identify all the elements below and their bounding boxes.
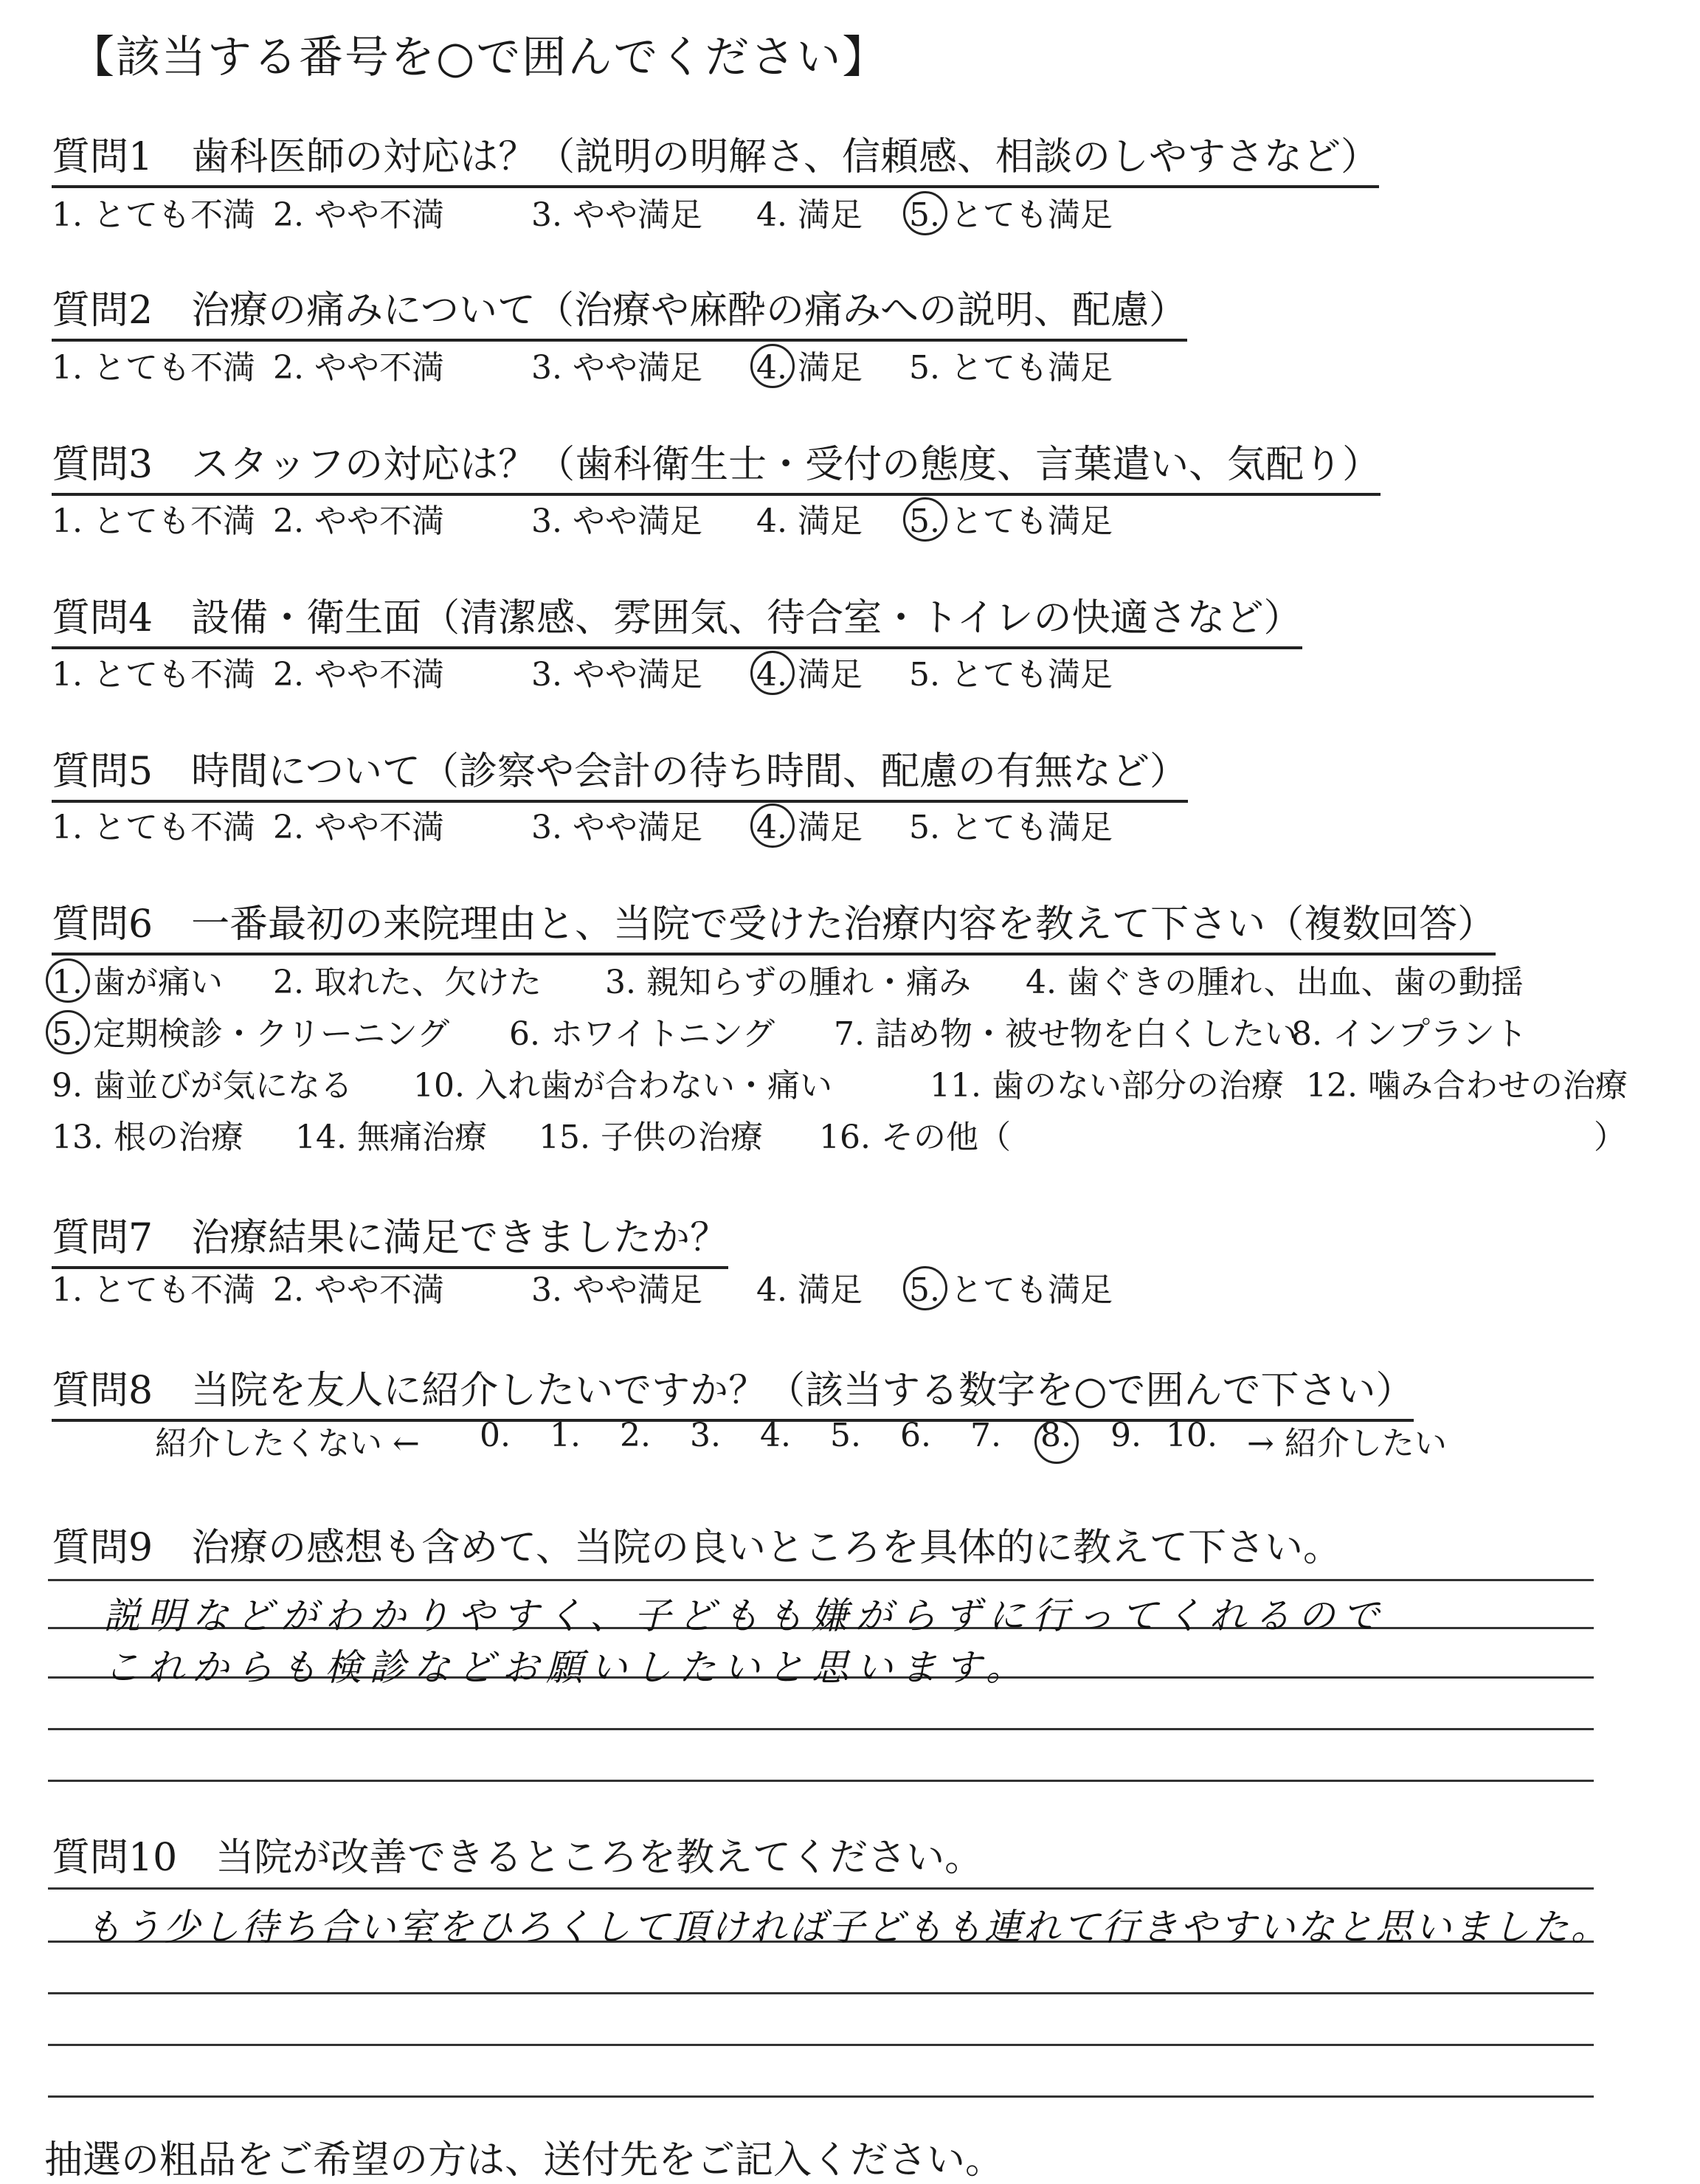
q4-option-1[interactable]: 1. とても不満 [52,656,255,694]
q8-score-3[interactable]: 3. [690,1417,721,1454]
q4-option-2[interactable]: 2. やや不満 [273,656,444,694]
q9-answer-text[interactable]: これからも検診などお願いしたいと思います。 [103,1646,1030,1689]
q5-option-2[interactable]: 2. やや不満 [273,809,444,846]
q3-option-5[interactable]: 5. とても満足 [909,494,1113,542]
q2-title: 質問2 治療の痛みについて（治療や麻酔の痛みへの説明、配慮） [52,279,1187,342]
q6-title: 質問6 一番最初の来院理由と、当院で受けた治療内容を教えて下さい（複数回答） [52,893,1496,956]
q8-score-5[interactable]: 5. [830,1417,861,1454]
q1-option-3[interactable]: 3. やや満足 [531,196,702,234]
q3-option-1[interactable]: 1. とても不満 [52,502,255,540]
q6-option-9[interactable]: 9. 歯並びが気になる [52,1067,353,1105]
q3-title: 質問3 スタッフの対応は？（歯科衛生士・受付の態度、言葉遣い、気配り） [52,433,1381,496]
q10-answer-line [48,1887,1594,1890]
q5-option-5[interactable]: 5. とても満足 [909,809,1113,846]
footer-note: 抽選の粗品をご希望の方は、送付先をご記入ください。 [44,2138,1004,2183]
form-heading: 【該当する番号を○で囲んでください】 [70,32,888,83]
q1-option-5[interactable]: 5. とても満足 [909,188,1113,235]
q2-option-2[interactable]: 2. やや不満 [273,349,444,387]
q3-option-3[interactable]: 3. やや満足 [531,502,702,540]
q10-title: 質問10 当院が改善できるところを教えてください。 [52,1836,984,1880]
q6-option-5[interactable]: 5. 定期検診・クリーニング [52,1007,449,1054]
q9-answer-text[interactable]: 説明などがわかりやすく、子どもも嫌がらずに行ってくれるので [103,1594,1386,1637]
q9-answer-line [48,1579,1594,1581]
q6-option-11[interactable]: 11. 歯のない部分の治療 [930,1067,1284,1105]
q6-other-close-paren: ） [1594,1119,1626,1156]
q8-score-7[interactable]: 7. [970,1417,1001,1454]
q1-title: 質問1 歯科医師の対応は？（説明の明解さ、信頼感、相談のしやすさなど） [52,125,1379,188]
q6-option-4[interactable]: 4. 歯ぐきの腫れ、出血、歯の動揺 [1026,964,1524,1001]
q8-scale [155,1417,1483,1461]
q1-option-2[interactable]: 2. やや不満 [273,196,444,234]
q7-option-5[interactable]: 5. とても満足 [909,1263,1113,1310]
q7-option-2[interactable]: 2. やや不満 [273,1271,444,1309]
q6-option-7[interactable]: 7. 詰め物・被せ物を白くしたい [834,1015,1297,1053]
q7-title: 質問7 治療結果に満足できましたか？ [52,1206,728,1269]
q3-option-2[interactable]: 2. やや不満 [273,502,444,540]
q3-option-4[interactable]: 4. 満足 [756,502,863,540]
q6-option-13[interactable]: 13. 根の治療 [52,1119,243,1156]
q7-option-3[interactable]: 3. やや満足 [531,1271,702,1309]
q5-title: 質問5 時間について（診察や会計の待ち時間、配慮の有無など） [52,740,1188,803]
q6-option-3[interactable]: 3. 親知らずの腫れ・痛み [605,964,971,1001]
q4-option-3[interactable]: 3. やや満足 [531,656,702,694]
q6-option-12[interactable]: 12. 噛み合わせの治療 [1306,1067,1628,1105]
q9-answer-line [48,1728,1594,1730]
q6-row-2 [52,1007,1645,1051]
q10-answer-text[interactable]: もう少し待ち合い室をひろくして頂ければ子どもも連れて行きやすいなと思いました。 [85,1906,1610,1949]
q6-row-4 [52,1110,1645,1155]
q1-option-1[interactable]: 1. とても不満 [52,196,255,234]
q4-option-4[interactable]: 4. 満足 [756,648,863,695]
q6-option-1[interactable]: 1. 歯が痛い [52,956,223,1003]
q8-score-0[interactable]: 0. [480,1417,511,1454]
q4-title: 質問4 設備・衛生面（清潔感、雰囲気、待合室・トイレの快適さなど） [52,587,1302,649]
q8-score-9[interactable]: 9. [1110,1417,1141,1454]
q7-option-4[interactable]: 4. 満足 [756,1271,863,1309]
q6-option-15[interactable]: 15. 子供の治療 [539,1119,763,1156]
q2-option-5[interactable]: 5. とても満足 [909,349,1113,387]
q6-option-6[interactable]: 6. ホワイトニング [509,1015,775,1053]
q8-score-4[interactable]: 4. [760,1417,791,1454]
q5-option-4[interactable]: 4. 満足 [756,801,863,848]
q2-option-4[interactable]: 4. 満足 [756,341,863,388]
q10-answer-line [48,2095,1594,2098]
q6-option-8[interactable]: 8. インプラント [1291,1015,1527,1053]
q10-answer-line [48,1992,1594,1994]
q7-option-1[interactable]: 1. とても不満 [52,1271,255,1309]
q6-option-14[interactable]: 14. 無痛治療 [295,1119,487,1156]
q2-option-3[interactable]: 3. やや満足 [531,349,702,387]
q9-title: 質問9 治療の感想も含めて、当院の良いところを具体的に教えて下さい。 [52,1526,1342,1570]
q5-option-1[interactable]: 1. とても不満 [52,809,255,846]
q6-row-3 [52,1059,1645,1103]
q8-score-2[interactable]: 2. [620,1417,651,1454]
q6-row-1 [52,956,1645,1000]
q10-answer-line [48,2044,1594,2046]
q6-option-10[interactable]: 10. 入れ歯が合わない・痛い [413,1067,832,1105]
q5-option-3[interactable]: 3. やや満足 [531,809,702,846]
q8-score-6[interactable]: 6. [900,1417,931,1454]
q1-option-4[interactable]: 4. 満足 [756,196,863,234]
q6-option-16[interactable]: 16. その他（ [819,1119,1011,1156]
q8-title: 質問8 当院を友人に紹介したいですか？（該当する数字を○で囲んで下さい） [52,1359,1414,1422]
q8-right-label: → 紹介したい [1247,1425,1447,1462]
q8-score-1[interactable]: 1. [550,1417,581,1454]
q9-answer-line [48,1780,1594,1782]
q2-option-1[interactable]: 1. とても不満 [52,349,255,387]
q8-score-8[interactable]: 8. [1040,1417,1071,1454]
q4-option-5[interactable]: 5. とても満足 [909,656,1113,694]
q8-score-10[interactable]: 10. [1166,1417,1217,1454]
q6-option-2[interactable]: 2. 取れた、欠けた [273,964,542,1001]
q8-left-label: 紹介したくない ← [155,1425,420,1462]
